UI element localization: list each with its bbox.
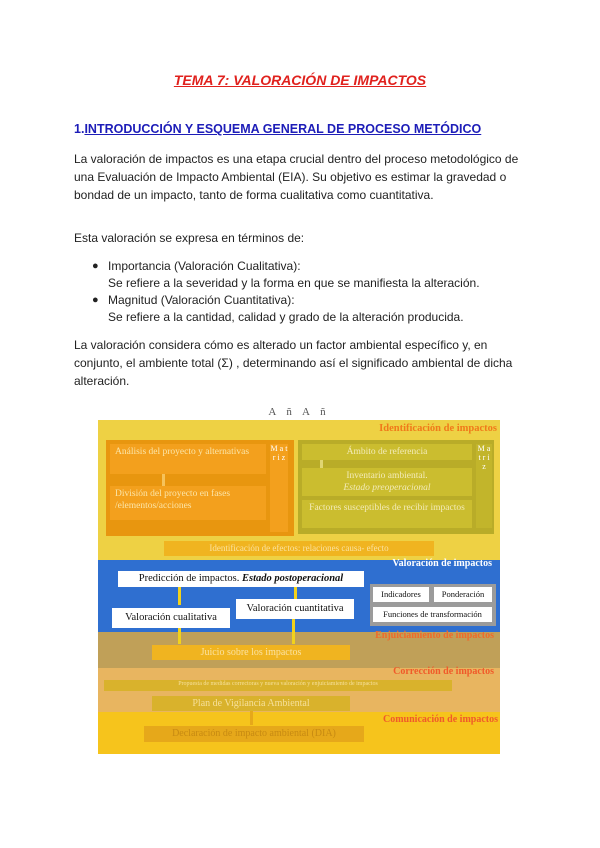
list-item [92,292,532,326]
list-item [92,258,532,292]
arrow [292,619,295,644]
arrow [178,587,181,605]
valuation-label: Valoración de impactos [392,558,492,569]
bullet-term: Magnitud (Valoración Cuantitativa): [108,293,295,307]
weighting-box: Ponderación [434,587,492,602]
transformation-functions-box: Funciones de transformación [373,607,492,622]
bullet-desc: Se refiere a la cantidad, calidad y grado de la alteración producida. [108,310,464,324]
environmental-inventory-box [302,468,472,496]
reference-scope-box: Ámbito de referencia [302,444,472,460]
monitoring-plan-box: Plan de Vigilancia Ambiental [152,696,350,711]
bullet-desc: Se refiere a la severidad y la forma en que se manifiesta la alteración. [108,276,480,290]
project-analysis-box: Análisis del proyecto y alternativas [110,444,266,474]
preoperational-state-text: Estado preoperacional [343,483,431,493]
paragraph-intro: La valoración de impactos es una etapa crucial dentro del proceso metodológico de una Evaluación de Impacto Ambiental (EIA). Su objetivo es estimar la gravedad o bondad de un impacto, tanto de forma cualitativa como cuantitativa. [74,152,519,202]
bullet-list [92,258,532,326]
cause-effect-box: Identificación de efectos: relaciones causa- efecto [164,541,434,556]
diagram-cut-title: A ñ A ñ [268,406,330,418]
impact-prediction-box [118,571,364,587]
section-heading-text: INTRODUCCIÓN Y ESQUEMA GENERAL DE PROCESO METÓDICO [84,122,482,136]
correction-label: Corrección de impactos [393,666,494,677]
prediction-text: Predicción de impactos. [138,573,240,584]
arrow [178,628,181,644]
project-division-box: División del proyecto en fases /elementos/acciones [110,486,266,520]
communication-label: Comunicación de impactos [383,714,498,725]
inventory-text: Inventario ambiental. [346,471,428,481]
arrow [162,474,165,486]
bullet-term: Importancia (Valoración Cualitativa): [108,259,301,273]
matrix-left-label: M a t r i z [270,444,288,532]
paragraph-conclusion: La valoración considera cómo es alterado un factor ambiental específico y, en conjunto, el ambiente total (Σ) , determinando así el significado ambiental de dicha alteración. [74,338,513,388]
environmental-impact-declaration-box: Declaración de impacto ambiental (DIA) [144,726,364,742]
arrow [250,711,253,725]
indicators-box: Indicadores [373,587,429,602]
section-heading [74,122,481,136]
bullet-icon: ● [92,260,99,272]
judgement-label: Enjuiciamiento de impactos [375,630,494,641]
bullet-icon: ● [92,294,99,306]
paragraph-terms: Esta valoración se expresa en términos de: [74,231,305,245]
eia-process-diagram [98,406,500,754]
impact-judgement-box: Juicio sobre los impactos [152,645,350,660]
identification-label: Identificación de impactos [379,423,497,434]
qualitative-valuation-box: Valoración cualitativa [112,608,230,628]
matrix-right-label: M a t r i z [476,444,492,528]
postoperational-state-text: Estado postoperacional [242,573,344,584]
arrow [294,587,297,599]
page-title: TEMA 7: VALORACIÓN DE IMPACTOS [173,72,427,88]
arrow [320,460,323,468]
quantitative-valuation-box: Valoración cuantitativa [236,599,354,619]
corrective-measures-box: Propuesta de medidas correctoras y nueva valoración y enjuiciamiento de impactos [104,680,452,691]
section-number: 1. [74,122,85,136]
susceptible-factors-box: Factores susceptibles de recibir impactos [302,500,472,528]
